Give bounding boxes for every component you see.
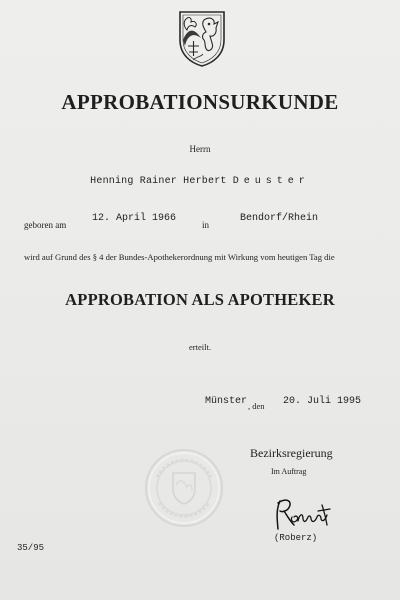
birth-date: 12. April 1966	[92, 213, 177, 224]
certificate-title: APPROBATIONSURKUNDE	[61, 90, 339, 114]
birth-place: Bendorf/Rhein	[240, 213, 319, 224]
nrw-coat-of-arms-icon	[177, 10, 227, 68]
granted-text: erteilt.	[189, 342, 211, 352]
salutation: Herrn	[189, 144, 211, 154]
issue-date: 20. Juli 1995	[283, 396, 362, 407]
legal-text: wird auf Grund des § 4 der Bundes-Apothekerordnung mit Wirkung vom heutigen Tag die	[24, 252, 335, 262]
born-in-label: in	[202, 220, 210, 230]
embossed-seal-icon	[143, 447, 225, 529]
on-behalf-label: Im Auftrag	[271, 467, 307, 476]
handwritten-signature	[272, 495, 334, 533]
den-label: , den	[248, 401, 265, 411]
issuing-authority: Bezirksregierung	[250, 446, 333, 460]
reference-number: 35/95	[17, 543, 45, 553]
approbation-heading: APPROBATION ALS APOTHEKER	[65, 290, 335, 309]
recipient-name	[0, 176, 400, 187]
born-label: geboren am	[24, 220, 67, 230]
given-names: Henning Rainer Herbert	[90, 176, 227, 187]
surname: Deuster	[232, 176, 310, 187]
issue-city: Münster	[205, 396, 248, 407]
signer-name: (Roberz)	[274, 533, 318, 543]
